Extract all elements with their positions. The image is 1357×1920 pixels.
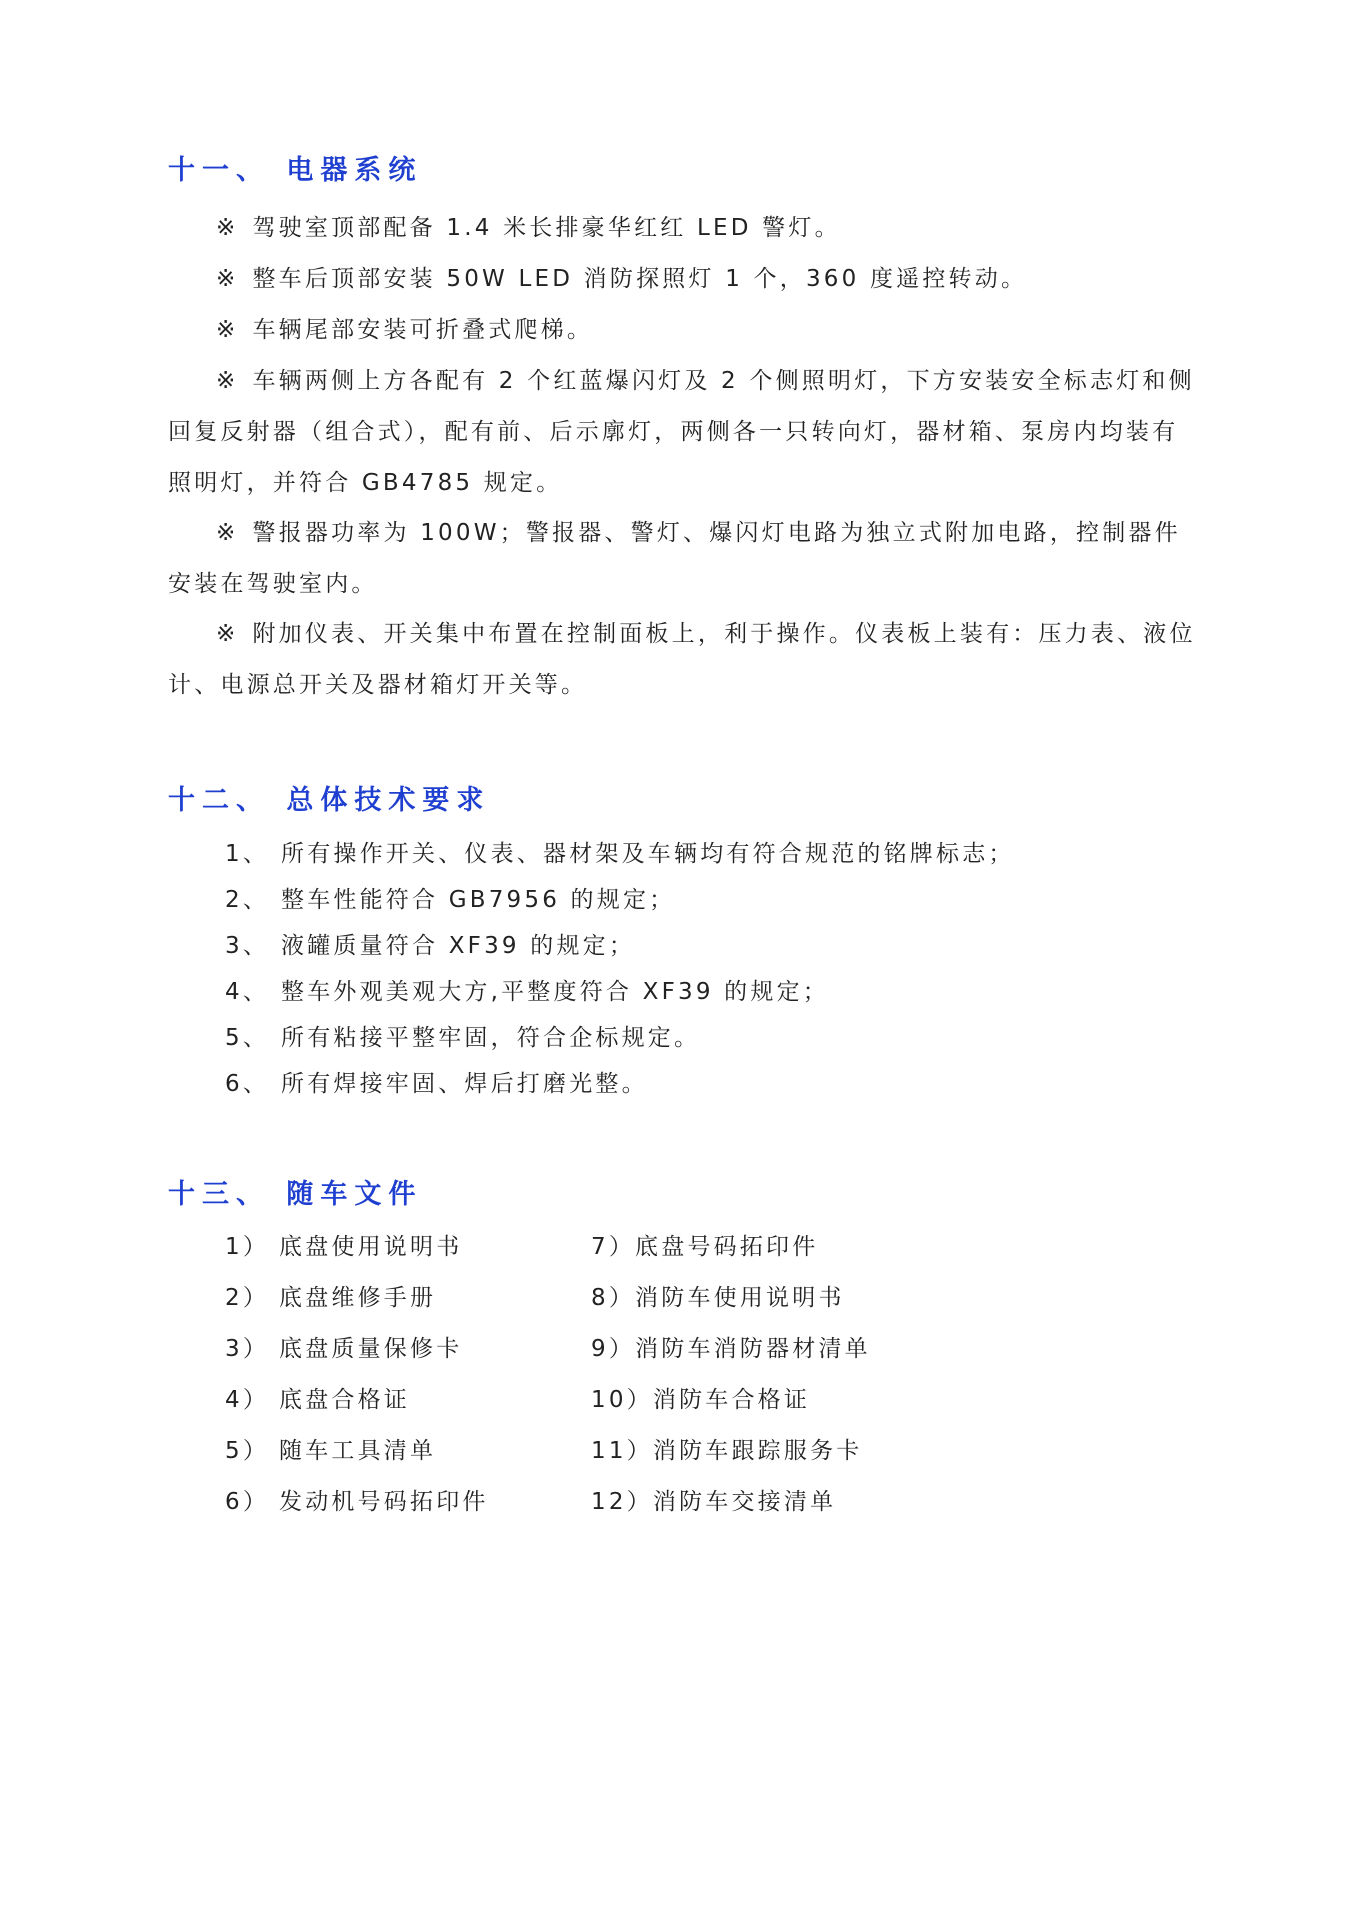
reference-mark-icon: ※ bbox=[216, 266, 239, 292]
document-item bbox=[225, 1324, 462, 1375]
item-number: 1、 bbox=[225, 841, 270, 867]
item-number: 1） bbox=[225, 1234, 270, 1260]
item-number: 5、 bbox=[225, 1025, 270, 1051]
list-item bbox=[225, 831, 1125, 877]
document-item bbox=[225, 1426, 436, 1477]
item-text: 液罐质量符合 XF39 的规定； bbox=[281, 933, 636, 959]
item-number: 2） bbox=[225, 1285, 270, 1311]
item-number: 4） bbox=[225, 1387, 270, 1413]
item-text: 底盘维修手册 bbox=[279, 1285, 437, 1311]
item-number: 5） bbox=[225, 1438, 270, 1464]
document-item bbox=[591, 1477, 836, 1528]
section-title-electrical: 十一、 电器系统 bbox=[168, 155, 423, 186]
item-text: 消防车消防器材清单 bbox=[635, 1336, 871, 1362]
item-text: 所有粘接平整牢固，符合企标规定。 bbox=[281, 1025, 701, 1051]
item-text: 底盘合格证 bbox=[279, 1387, 410, 1413]
document-item bbox=[225, 1222, 462, 1273]
paragraph bbox=[168, 305, 1198, 356]
item-number: 4、 bbox=[225, 979, 270, 1005]
list-item bbox=[225, 1061, 1125, 1107]
item-text: 整车外观美观大方,平整度符合 XF39 的规定； bbox=[281, 979, 829, 1005]
document-item bbox=[591, 1273, 845, 1324]
item-text: 消防车合格证 bbox=[652, 1387, 811, 1413]
item-number: 6） bbox=[225, 1489, 270, 1515]
document-item bbox=[591, 1426, 862, 1477]
list-item bbox=[225, 877, 1125, 923]
document-item bbox=[591, 1324, 871, 1375]
reference-mark-icon: ※ bbox=[216, 215, 239, 241]
paragraph-text: 车辆两侧上方各配有 2 个红蓝爆闪灯及 2 个侧照明灯，下方安装安全标志灯和侧回复反射器（组合式），配有前、后示廓灯，两侧各一只转向灯，器材箱、泵房内均装有照明灯，并符合 GB4785 规定。 bbox=[168, 368, 1195, 496]
paragraph-text: 整车后顶部安装 50W LED 消防探照灯 1 个，360 度遥控转动。 bbox=[252, 266, 1028, 292]
section-title-documents: 十三、 随车文件 bbox=[168, 1179, 423, 1210]
section-title-general-requirements: 十二、 总体技术要求 bbox=[168, 785, 491, 816]
list-item bbox=[225, 1015, 1125, 1061]
item-text: 底盘使用说明书 bbox=[279, 1234, 463, 1260]
reference-mark-icon: ※ bbox=[216, 520, 239, 546]
item-text: 发动机号码拓印件 bbox=[279, 1489, 489, 1515]
paragraph-text: 警报器功率为 100W；警报器、警灯、爆闪灯电路为独立式附加电路，控制器件安装在驾驶室内。 bbox=[168, 520, 1181, 597]
paragraph bbox=[168, 203, 1198, 254]
paragraph-text: 驾驶室顶部配备 1.4 米长排豪华红红 LED 警灯。 bbox=[252, 215, 841, 241]
reference-mark-icon: ※ bbox=[216, 317, 239, 343]
item-number: 6、 bbox=[225, 1071, 270, 1097]
item-text: 所有操作开关、仪表、器材架及车辆均有符合规范的铭牌标志； bbox=[281, 841, 1015, 867]
item-number: 8） bbox=[591, 1285, 636, 1311]
item-text: 消防车使用说明书 bbox=[635, 1285, 845, 1311]
item-text: 消防车交接清单 bbox=[652, 1489, 837, 1515]
paragraph-text: 附加仪表、开关集中布置在控制面板上，利于操作。仪表板上装有：压力表、液位计、电源总开关及器材箱灯开关等。 bbox=[168, 621, 1196, 698]
paragraph bbox=[168, 609, 1198, 711]
document-item bbox=[591, 1375, 810, 1426]
item-number: 9） bbox=[591, 1336, 636, 1362]
document-item bbox=[225, 1477, 489, 1528]
document-item bbox=[591, 1222, 818, 1273]
document-item bbox=[225, 1375, 410, 1426]
item-number: 11） bbox=[591, 1438, 653, 1464]
item-text: 整车性能符合 GB7956 的规定； bbox=[281, 887, 676, 913]
item-number: 7） bbox=[591, 1234, 636, 1260]
reference-mark-icon: ※ bbox=[216, 621, 239, 647]
reference-mark-icon: ※ bbox=[216, 368, 239, 394]
item-number: 3） bbox=[225, 1336, 270, 1362]
paragraph bbox=[168, 254, 1198, 305]
item-number: 3、 bbox=[225, 933, 270, 959]
item-text: 底盘号码拓印件 bbox=[635, 1234, 819, 1260]
item-text: 随车工具清单 bbox=[279, 1438, 437, 1464]
list-item bbox=[225, 923, 1125, 969]
document-item bbox=[225, 1273, 436, 1324]
item-text: 所有焊接牢固、焊后打磨光整。 bbox=[281, 1071, 648, 1097]
paragraph bbox=[168, 356, 1198, 509]
item-number: 12） bbox=[591, 1489, 653, 1515]
item-number: 10） bbox=[591, 1387, 653, 1413]
paragraph bbox=[168, 508, 1198, 610]
item-number: 2、 bbox=[225, 887, 270, 913]
item-text: 底盘质量保修卡 bbox=[279, 1336, 463, 1362]
paragraph-text: 车辆尾部安装可折叠式爬梯。 bbox=[252, 317, 594, 343]
item-text: 消防车跟踪服务卡 bbox=[652, 1438, 863, 1464]
list-item bbox=[225, 969, 1125, 1015]
